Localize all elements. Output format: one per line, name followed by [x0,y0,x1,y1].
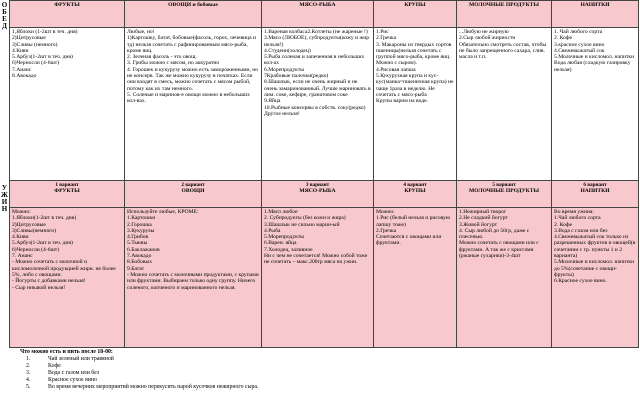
cell-line: - Можно сочетать с молочными продуктами, с крупами или фруктами. Выбираем только одну группу. Ничего соленого, копченого и маринованного нельзя. [127,271,259,291]
cell-line: 4.Киви [12,47,29,54]
cell-line: 1.Мясо любое [264,209,298,215]
cell-line: 3. Грибы можно с мясом, но аккуратно [127,60,220,67]
cell-line: 1.Картошки [127,215,156,222]
item-number: 5. [26,384,31,390]
cell-line: - Сыр никакой нельзя! [12,284,66,291]
cell-line: 1)Картошку, батат, бобовые(фасоль, горох, чечевица и тд) нельзя сочетать с рафинированным мясо-рыба, кроме яиц. [127,35,256,54]
cell-line: 5.Арбуз(1-2шт в теч. дня) [12,54,73,61]
cell-line: 4.Рыба [264,227,281,234]
dinner-content-row [10,208,639,348]
cell-line: 1,Яблоки (1-2шт в теч. дня) [12,29,78,35]
cell-line: 3.Живой йогурт [459,221,498,228]
cell-line: 2)Цитрусовые [12,221,46,228]
item-number: 1. [26,356,31,362]
cell-line: 3.Шашлык не сильно марин-ый [264,221,340,228]
variant-title: МОЛОЧНЫЕ ПРОДУКТЫ [469,188,539,195]
cell-line: 5.Молочные и кисломол. напитки до 5%(сочетание с овощи-фрукты) [554,259,635,278]
cell-line: 5.Арбуз(1-2шт в теч. дня) [12,240,73,247]
cell-line: 1. Чай любого сорта [554,29,603,35]
cell-line: 8.Бобовых [127,259,153,266]
item-number: 4. [26,377,31,383]
cell-line: 10.Рыбные консервы в собств. соку(редко) Другое нельзя! [264,104,366,117]
dinner-label-text: УЖИН [1,184,8,213]
lunch-cell [262,28,374,181]
cell-line: 2.Гречка [376,227,397,234]
dinner-side-label [0,185,8,345]
cell-line: Можно: [376,209,395,215]
cell-line: 2.Горошка [127,221,152,228]
cell-line: 1.Яблоки(1-2шт в теч. дня) [12,215,77,222]
cell-line: 2. Кофе [554,35,572,42]
cell-line: Любые, но! [127,29,155,35]
cell-line: 5.Тыквы [127,240,148,247]
evening-note-item [26,370,258,377]
dinner-header [10,181,125,208]
variant-title: ОВОЩИ [181,188,205,195]
cell-line: 7. Ананс [12,253,33,260]
lunch-header: ОВОЩИ и бобовые [125,1,262,28]
cell-line: 2.Гречка [376,35,397,42]
cell-line: 3)Сливы(немного) [12,227,57,234]
cell-line: 1.Рис [376,29,389,35]
cell-line: 9.Яйца [264,98,281,105]
cell-line: ...Любую не жирную [459,29,509,35]
cell-line: 4.Свежевыжатый сок [554,47,605,54]
dinner-cell [262,208,374,348]
variant-label: 6 вариант [583,182,607,188]
cell-line: 1.Нежирный творог [459,209,507,215]
cell-line: 5.Рыба соленая и запеченная в небольших кол-ах [264,54,365,67]
cell-line: 4. Горошек и кукурузу можно есть замороженными, но не консерв. Так же можно кукурузу в початках. Если они входят в смесь, можно сочетать с мясом рыбой, потому как их там немного. [127,66,259,92]
dinner-header-row [10,181,639,208]
item-text: Красное сухое вино [48,377,97,383]
cell-line: 6)Черносли (4-6шт) [12,246,60,253]
variant-label: 1 вариант [55,182,79,188]
variant-title: КРУПЫ [404,188,426,195]
lunch-header-row [10,1,639,28]
cell-line: Во время ужина: [554,209,594,215]
item-text: Кофе [48,363,61,369]
lunch-cell [10,28,125,181]
cell-line: 2.Не сладкий йогурт [459,215,508,222]
menu-table [9,0,639,348]
evening-notes-title: Что можно есть и пить после 18-00: [20,349,113,355]
evening-note-item [26,363,258,370]
cell-line: 5.Молочные и кисломол. напитки [554,54,635,61]
lunch-header: МЯСО-РЫБА [262,1,374,28]
dinner-header [374,181,457,208]
variant-title: ФРУКТЫ [54,188,80,195]
cell-line: 4. Сыр любой до 50гр, даже с плесенью. [459,227,530,241]
evening-note-item [26,384,258,391]
cell-line: 6.Варен. яйца [264,240,297,247]
variant-label: 2 вариант [181,182,205,188]
cell-line: Сочетаются с овощами или фруктами. [376,234,442,247]
cell-line: 3.Мясо (ЛЮБОЕ), субпродукты(кожу и жир нельзя!) [264,35,370,48]
cell-line: 2. Кофе [554,221,572,228]
cell-line: 4.Студени(холодец) [264,47,311,54]
cell-line: 6.Баклажанов [127,246,160,253]
lunch-content-row [10,28,639,181]
cell-line: Можно сочетать с овощами или с фруктами. А так же с крисгами (ржаные сухарики)-3-4шт [459,240,539,260]
lunch-cell [552,28,639,181]
cell-line: 3. Макароны из твердых сортов пшеницы(нельзя сочетать с группой мясо-рыба, кроме яиц. Можно с сыром). [376,41,452,67]
dinner-header [262,181,374,208]
variant-title: МЯСО-РЫБА [299,188,336,195]
cell-line: 6)Черносли (4-6шт) [12,60,60,67]
cell-line: 4.Рисовая лапша [376,66,416,73]
cell-line: 6.Красное сухое вино. [554,278,607,285]
cell-line: 8.Шашлык, если не очень жирный и не очень замаринованный. Лучше мариновать в лим. соке, кефире, гранатовом соке [264,79,371,98]
cell-line: 1.Рис (белый нельзя и рисовую лапшу тоже) [376,215,451,228]
cell-line: Ни с чем не сочетается! Можно собой тоже не сочетать – макс.200гр мяса на ужин. [264,253,368,266]
cell-line: 9.Батат [127,265,145,272]
lunch-header: КРУПЫ [374,1,457,28]
cell-line: 6.Морепродукты [264,66,305,73]
cell-line: 5.Кукурузная крупа и кус-кус(манка=пшеничная крупа) не чаще 1раза в неделю. Не сочетать с мясо-рыба [376,73,454,98]
dinner-cell [10,208,125,348]
cell-line: - Йогурты с добавками нельзя! [12,278,86,285]
lunch-header: ФРУКТЫ [10,1,125,28]
cell-line: 2. Зеленая фасоль - это овощ. [127,54,197,61]
cell-line: 8.Авокадо [12,73,37,80]
item-number: 2. [26,363,31,369]
cell-line: 4.Киви [12,234,29,241]
cell-line: 3)Сливы (немного) [12,41,58,48]
cell-line: 1.Вареная колбаса2.Котлеты (не жареные !) [264,29,368,35]
cell-line: Используйте любые, КРОМЕ: [127,209,199,215]
evening-note-item [26,377,258,384]
cell-line: 7Крабовые палочки(редко) [264,73,329,80]
cell-line: 4.Грибов [127,234,149,241]
cell-line: 7.Ананс [12,66,32,73]
cell-line: 7.Холодец, заливное [264,246,313,253]
variant-title: НАПИТКИ [580,188,610,195]
cell-line: Крупы варим на воде. [376,98,429,105]
lunch-side-label [0,2,8,178]
cell-line: Можно: [12,209,31,215]
variant-label: 3 вариант [305,182,330,188]
cell-line: 5.Морепродукты [264,234,305,241]
lunch-label-text: ОБЕД [1,1,8,30]
cell-line: Обязательно смотреть состав, чтобы не было запрещенного сахара, слив. масла и т.п. [459,41,547,61]
evening-note-item [26,356,258,363]
item-text: Во время вечерних мероприятий можно перекусить парой кусочков нежирного сыра. [48,384,259,390]
item-text: Чай зеленый или травяной [48,356,114,362]
lunch-header: МОЛОЧНЫЕ ПРОДУКТЫ [457,1,552,28]
variant-label: 5 вариант [492,182,516,188]
lunch-cell [457,28,552,181]
lunch-cell [374,28,457,181]
evening-notes [20,349,259,391]
cell-line: 4.Свежевыжатый сок только из разрешенных фруктов и овощей(в сочетании с гр. пункты 1 и 2 варианта) [554,234,636,260]
item-number: 3. [26,370,31,376]
dinner-header [125,181,262,208]
cell-line: 2. Субпродукты (без кожи и жира) [264,215,346,222]
dinner-cell [374,208,457,348]
cell-line: 3.красное сухое вино [554,41,605,48]
item-text: Вода с газом или без [48,370,100,376]
dinner-header [552,181,639,208]
dinner-cell [552,208,639,348]
cell-line: 2)Цитрусовые [12,35,46,42]
cell-line: 3.Вода с газом или без [554,227,608,234]
cell-line: 3.Кукурузы [127,227,155,234]
cell-line: - Можно сочетать с молочной и кисломолочной продукцией жирн. не более 5%, либо с овощами. [12,259,116,278]
dinner-header [457,181,552,208]
cell-line: 2.Сыр любой жирности [459,35,516,42]
cell-line: 7.Авокадо [127,253,152,260]
cell-line: 5. Соленые и маринов-е овощи можно в небольших кол-вах. [127,91,250,105]
cell-line: Вода любая (сладкую газировку нельзя) [554,60,631,73]
variant-label: 4 вариант [403,182,427,188]
cell-line: 1.Чай любого сорта [554,215,601,222]
lunch-header: НАПИТКИ [552,1,639,28]
lunch-cell [125,28,262,181]
dinner-cell [457,208,552,348]
dinner-cell [125,208,262,348]
